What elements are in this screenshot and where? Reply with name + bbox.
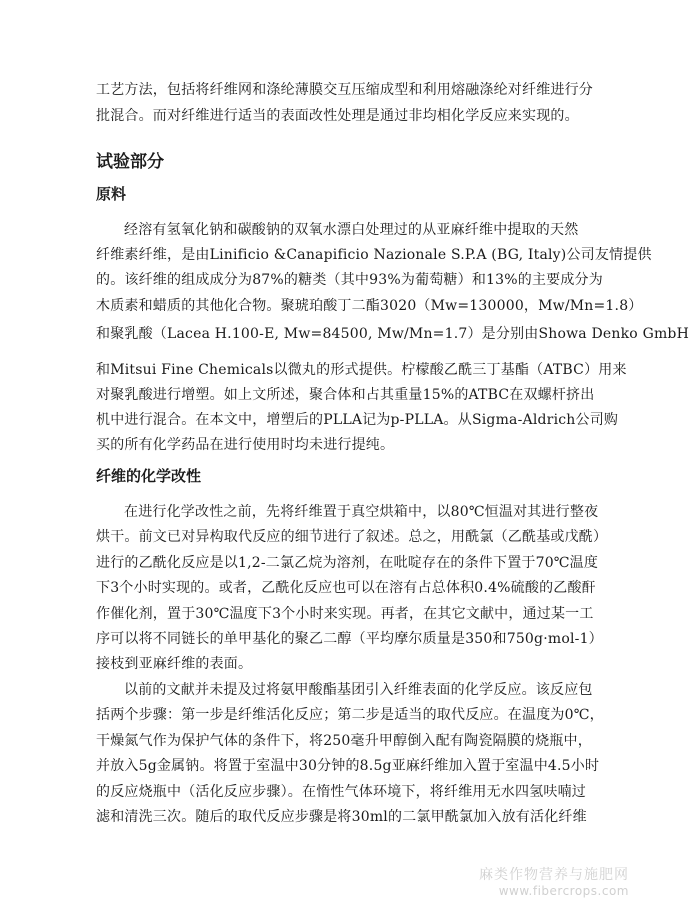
materials-line-3: 的。该纤维的组成成分为87%的糖类（其中93%为葡萄糖）和13%的主要成分为 (96, 272, 603, 288)
modification-p2-line-5: 的反应烧瓶中（活化反应步骤）。在惰性气体环境下，将纤维用无水四氢呋喃过 (96, 784, 586, 800)
section-title: 试验部分 (96, 152, 164, 172)
materials-line-9: 买的所有化学药品在进行使用时均未进行提纯。 (96, 437, 395, 453)
materials-line-7: 对聚乳酸进行增塑。如上文所述，聚合体和占其重量15%的ATBC在双螺杆挤出 (96, 387, 595, 403)
modification-p1-line-4: 下3个小时实现的。或者，乙酰化反应也可以在溶有占总体积0.4%硫酸的乙酸酐 (96, 580, 596, 596)
modification-p1-line-3: 进行的乙酰化反应是以1,2-二氯乙烷为溶剂，在吡啶存在的条件下置于70℃温度 (96, 555, 599, 571)
materials-line-5: 和聚乳酸（Lacea H.100-E, Mw=84500, Mw/Mn=1.7）是分别由Showa Denko GmbH (96, 326, 689, 342)
intro-line-1: 工艺方法，包括将纤维网和涤纶薄膜交互压缩成型和利用熔融涤纶对纤维进行分 (96, 82, 593, 98)
modification-p1-line-1: 在进行化学改性之前，先将纤维置于真空烘箱中，以80℃恒温对其进行整夜 (124, 504, 599, 520)
modification-p2-line-4: 并放入5g金属钠。将置于室温中30分钟的8.5g亚麻纤维加入置于室温中4.5小时 (96, 758, 600, 774)
materials-line-8: 机中进行混合。在本文中，增塑后的PLLA记为p-PLLA。从Sigma-Aldrich公司购 (96, 412, 619, 428)
watermark-site-name: 麻类作物营养与施肥网 (479, 867, 629, 883)
watermark-url: www.fibercrops.com (498, 884, 629, 898)
materials-line-1: 经溶有氢氧化钠和碳酸钠的双氧水漂白处理过的从亚麻纤维中提取的天然 (124, 222, 579, 238)
materials-heading: 原料 (96, 185, 127, 203)
materials-line-2: 纤维素纤维，是由Linificio &Canapificio Nazionale S.P.A (BG, Italy)公司友情提供 (96, 247, 652, 263)
modification-heading: 纤维的化学改性 (96, 467, 202, 485)
modification-p2-line-3: 干燥氮气作为保护气体的条件下，将250毫升甲醇倒入配有陶瓷隔膜的烧瓶中， (96, 733, 592, 749)
modification-p2-line-1: 以前的文献并未提及过将氨甲酸酯基团引入纤维表面的化学反应。该反应包 (124, 682, 593, 698)
materials-line-6: 和Mitsui Fine Chemicals以微丸的形式提供。柠檬酸乙酰三丁基酯（ATBC）用来 (96, 362, 627, 378)
site-watermark (479, 867, 629, 899)
modification-p2-line-6: 滤和清洗三次。随后的取代反应步骤是将30ml的二氯甲酰氯加入放有活化纤维 (96, 809, 587, 825)
modification-p2-line-2: 括两个步骤：第一步是纤维活化反应；第二步是适当的取代反应。在温度为0℃， (96, 707, 604, 723)
modification-p1-line-5: 作催化剂，置于30℃温度下3个小时来实现。再者，在其它文献中，通过某一工 (96, 606, 594, 622)
modification-p1-line-2: 烘干。前文已对异构取代反应的细节进行了叙述。总之，用酰氯（乙酰基或戊酰） (96, 529, 608, 545)
materials-line-4: 木质素和蜡质的其他化合物。聚琥珀酸丁二酯3020（Mw=130000，Mw/Mn=1.8） (96, 298, 643, 314)
modification-p1-line-6: 序可以将不同链长的单甲基化的聚乙二醇（平均摩尔质量是350和750g·mol-1） (96, 631, 603, 647)
intro-line-2: 批混合。而对纤维进行适当的表面改性处理是通过非均相化学反应来实现的。 (96, 108, 579, 124)
modification-p1-line-7: 接枝到亚麻纤维的表面。 (96, 656, 253, 672)
